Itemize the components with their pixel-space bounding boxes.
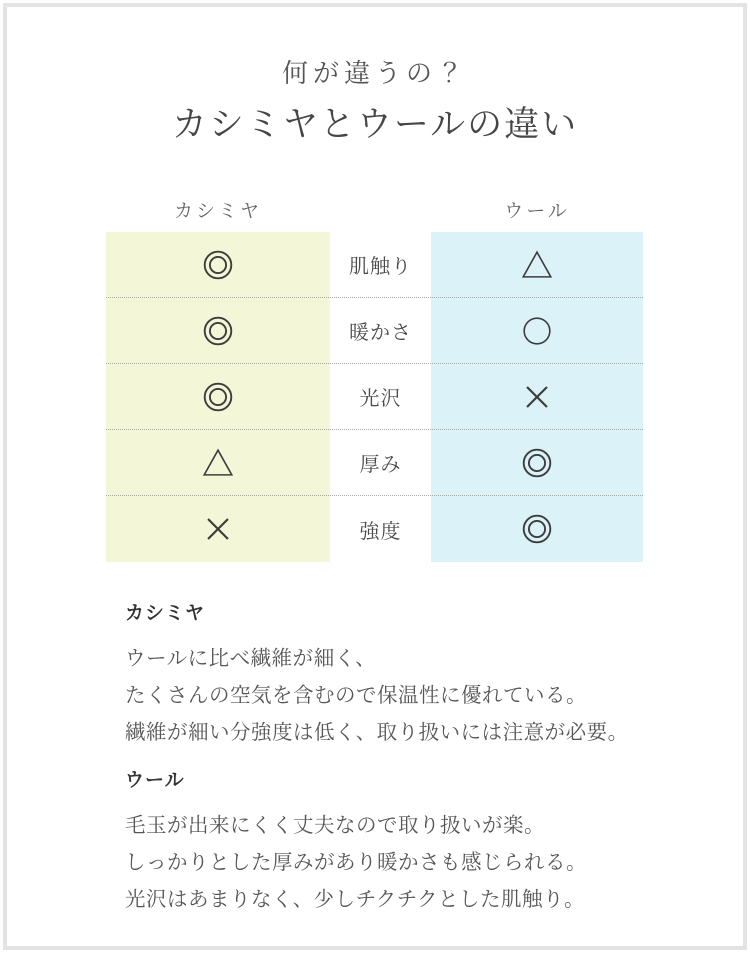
attribute-label: 厚み xyxy=(359,454,402,476)
cross-icon xyxy=(517,377,557,417)
cashmere-rating-cell xyxy=(106,311,330,351)
comparison-row xyxy=(106,364,643,430)
comparison-row xyxy=(106,298,643,364)
cross-icon xyxy=(198,509,238,549)
table-header-row xyxy=(106,200,643,232)
wool-rating-cell xyxy=(431,509,643,549)
cashmere-description-section xyxy=(125,598,645,751)
wool-rating-cell xyxy=(431,245,643,285)
column-header-cashmere: カシミヤ xyxy=(173,201,262,222)
attribute-label: 強度 xyxy=(359,520,402,543)
description-line: 光沢はあまりなく、少しチクチクとした肌触り。 xyxy=(125,888,585,911)
comparison-row xyxy=(106,232,643,298)
wool-rating-cell xyxy=(431,311,643,351)
comparison-row xyxy=(106,430,643,496)
cashmere-rating-cell xyxy=(106,377,330,417)
double-circle-icon xyxy=(517,509,557,549)
wool-description-heading: ウール xyxy=(125,770,185,791)
description-line: ウールに比べ繊維が細く、 xyxy=(125,647,377,670)
wool-description-text xyxy=(125,807,645,918)
description-line: 繊維が細い分強度は低く、取り扱いには注意が必要。 xyxy=(125,721,629,744)
column-header-wool: ウール xyxy=(504,201,570,222)
wool-description-section xyxy=(125,765,645,918)
page-supertitle: 何が違うの？ xyxy=(281,59,468,88)
cashmere-rating-cell xyxy=(106,443,330,483)
double-circle-icon xyxy=(517,443,557,483)
triangle-icon xyxy=(198,443,238,483)
wool-rating-cell xyxy=(431,443,643,483)
double-circle-icon xyxy=(198,377,238,417)
cashmere-rating-cell xyxy=(106,509,330,549)
double-circle-icon xyxy=(198,245,238,285)
attribute-label: 暖かさ xyxy=(349,322,412,344)
page-title: カシミヤとウールの違い xyxy=(171,105,579,144)
attribute-label: 肌触り xyxy=(349,256,412,278)
circle-icon xyxy=(517,311,557,351)
cashmere-description-heading: カシミヤ xyxy=(125,603,206,624)
cashmere-rating-cell xyxy=(106,245,330,285)
wool-rating-cell xyxy=(431,377,643,417)
comparison-table xyxy=(106,200,643,562)
attribute-label: 光沢 xyxy=(359,388,402,410)
table-body xyxy=(106,232,643,562)
triangle-icon xyxy=(517,245,557,285)
description-line: たくさんの空気を含むので保温性に優れている。 xyxy=(125,684,587,707)
description-line: しっかりとした厚みがあり暖かさも感じられる。 xyxy=(125,851,587,874)
description-line: 毛玉が出来にくく丈夫なので取り扱いが楽。 xyxy=(125,814,545,837)
double-circle-icon xyxy=(198,311,238,351)
cashmere-description-text xyxy=(125,640,645,751)
column-header-spacer xyxy=(330,200,431,232)
comparison-row xyxy=(106,496,643,562)
